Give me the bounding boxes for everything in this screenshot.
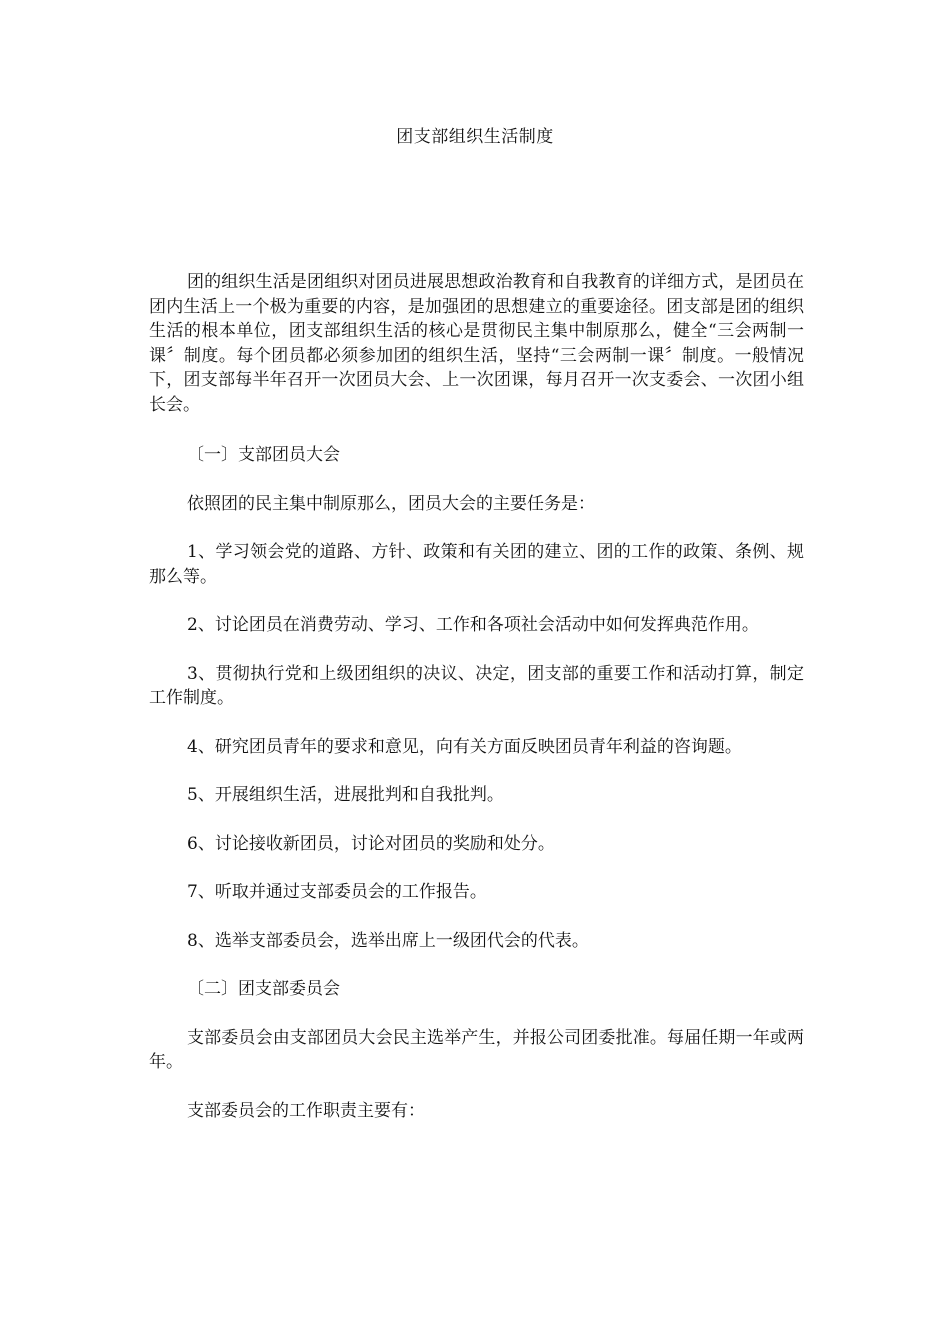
section-heading-members-meeting: 〔一〕支部团员大会 <box>187 445 340 465</box>
section-heading-branch-committee: 〔二〕团支部委员会 <box>187 979 340 999</box>
list-item: 4、研究团员青年的要求和意见，向有关方面反映团员青年利益的咨询题。 <box>187 736 742 757</box>
intro-paragraph: 团的组织生活是团组织对团员进展思想政治教育和自我教育的详细方式，是团员在团内生活上一个极为重要的内容，是加强团的思想建立的重要途径。团支部是团的组织生活的根本单位，团支部组织生活的核心是贯彻民主集中制原那么，健全“三会两制一课〞制度。每个团员都必须参加团的组织生活，坚持“三会两制一课〞制度。一般情况下，团支部每半年召开一次团员大会、上一次团课，每月召开一次支委会、一次团小组长会。 <box>149 272 804 415</box>
paragraph: 支部委员会由支部团员大会民主选举产生，并报公司团委批准。每届任期一年或两年。 <box>149 1027 804 1072</box>
list-item: 7、听取并通过支部委员会的工作报告。 <box>187 882 487 902</box>
list-item: 1、学习领会党的道路、方针、政策和有关团的建立、团的工作的政策、条例、规那么等。 <box>149 542 804 587</box>
list-item: 8、选举支部委员会，选举出席上一级团代会的代表。 <box>187 930 589 951</box>
list-item: 5、开展组织生活，进展批判和自我批判。 <box>187 785 504 805</box>
list-item: 3、贯彻执行党和上级团组织的决议、决定，团支部的重要工作和活动打算，制定工作制度。 <box>149 663 804 708</box>
list-item: 6、讨论接收新团员，讨论对团员的奖励和处分。 <box>187 833 555 854</box>
list-item: 2、讨论团员在消费劳动、学习、工作和各项社会活动中如何发挥典范作用。 <box>187 615 759 635</box>
document-body <box>149 270 804 1147</box>
document-title: 团支部组织生活制度 <box>396 127 554 147</box>
paragraph: 支部委员会的工作职责主要有： <box>187 1100 425 1121</box>
paragraph: 依照团的民主集中制原那么，团员大会的主要任务是： <box>187 493 595 514</box>
